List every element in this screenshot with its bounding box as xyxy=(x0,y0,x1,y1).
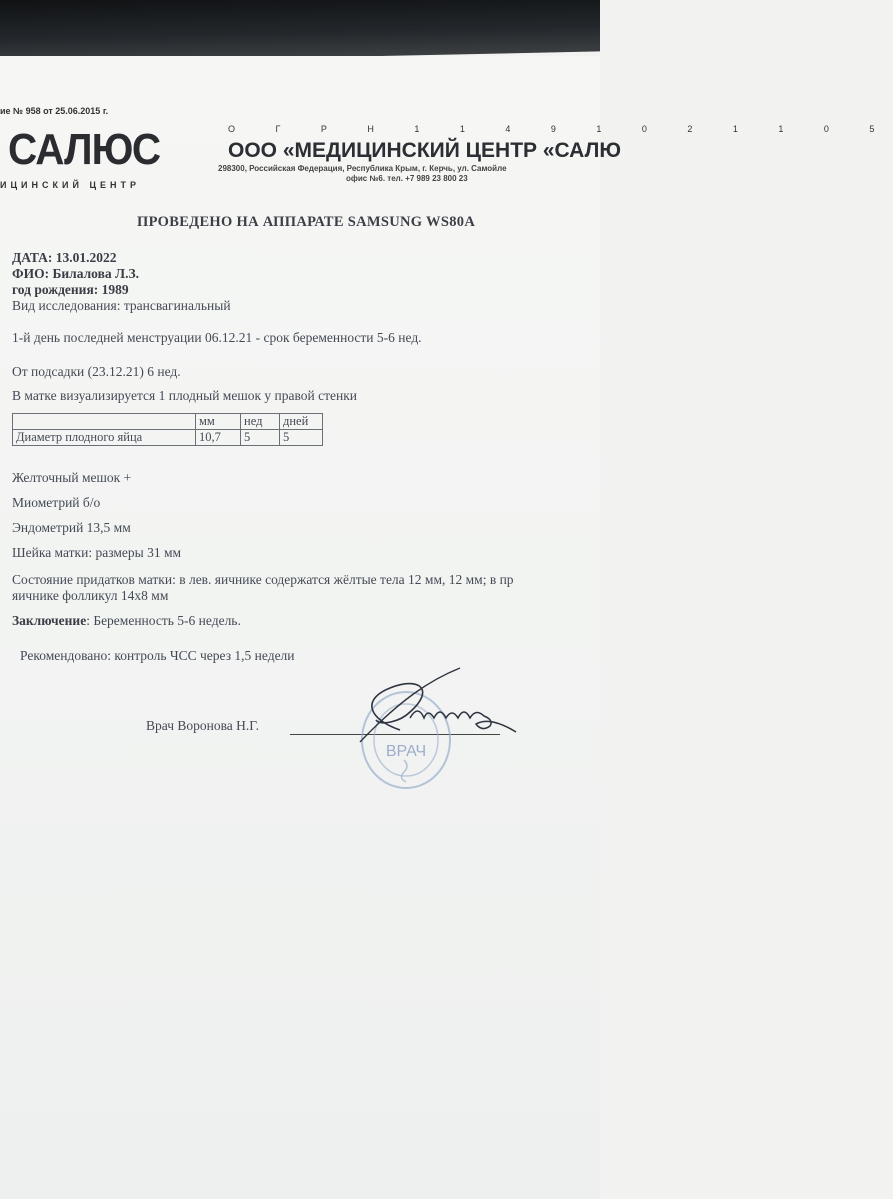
organization-address: 298300, Российская Федерация, Республика Крым, г. Керчь, ул. Самойле xyxy=(218,164,507,173)
exam-date: ДАТА: 13.01.2022 xyxy=(12,250,117,265)
uterus-line: В матке визуализируется 1 плодный мешок у правой стенки xyxy=(12,388,358,403)
clinic-logo-subtitle: ИЦИНСКИЙ ЦЕНТР xyxy=(0,180,141,190)
exam-type: Вид исследования: трансвагинальный xyxy=(12,298,231,313)
organization-name: ООО «МЕДИЦИНСКИЙ ЦЕНТР «САЛЮ xyxy=(228,139,621,162)
lmp-line: 1-й день последней менструации 06.12.21 - срок беременности 5-6 нед. xyxy=(12,330,422,345)
yolk-sac-line: Желточный мешок + xyxy=(12,470,132,485)
conclusion-text: : Беременность 5-6 недель. xyxy=(86,613,241,628)
license-number: ие № 958 от 25.06.2015 г. xyxy=(0,106,109,116)
table-cell: Диаметр плодного яйца xyxy=(13,430,196,446)
patient-name: ФИО: Билалова Л.З. xyxy=(12,266,139,281)
table-header-cell: мм xyxy=(196,414,241,430)
recommendation-line: Рекомендовано: контроль ЧСС через 1,5 недели xyxy=(20,648,295,663)
table-cell: 5 xyxy=(280,430,323,446)
adnexa-line-2: яичнике фолликул 14х8 мм xyxy=(12,588,169,603)
stamp-text: ВРАЧ xyxy=(385,743,427,760)
ogrn-number: О Г Р Н 1 1 4 9 1 0 2 1 1 0 5 xyxy=(228,124,893,134)
transfer-line: От подсадки (23.12.21) 6 нед. xyxy=(12,364,181,379)
table-header-cell: нед xyxy=(241,414,280,430)
table-header-cell: дней xyxy=(280,414,323,430)
table-header-cell xyxy=(13,414,196,430)
table-row xyxy=(13,430,323,446)
doctor-name: Врач Воронова Н.Г. xyxy=(146,718,259,733)
cervix-line: Шейка матки: размеры 31 мм xyxy=(12,545,182,560)
endometrium-line: Эндометрий 13,5 мм xyxy=(12,520,131,535)
adnexa-line-1: Состояние придатков матки: в лев. яичнике содержатся жёлтые тела 12 мм, 12 мм; в пр xyxy=(12,572,514,587)
measurement-table xyxy=(12,413,323,446)
table-cell: 10,7 xyxy=(196,430,241,446)
document-title: ПРОВЕДЕНО НА АППАРАТЕ SAMSUNG WS80A xyxy=(137,214,476,230)
patient-birth-year: год рождения: 1989 xyxy=(12,282,129,297)
myometrium-line: Миометрий б/о xyxy=(12,495,101,510)
table-header-row xyxy=(13,414,323,430)
table-cell: 5 xyxy=(241,430,280,446)
photo-dark-background xyxy=(0,0,600,64)
conclusion-line xyxy=(12,613,241,629)
clinic-logo: САЛЮС xyxy=(8,125,161,174)
doctor-signature xyxy=(340,660,570,750)
organization-phone: офис №6. тел. +7 989 23 800 23 xyxy=(346,174,468,183)
conclusion-label: Заключение xyxy=(12,613,87,628)
